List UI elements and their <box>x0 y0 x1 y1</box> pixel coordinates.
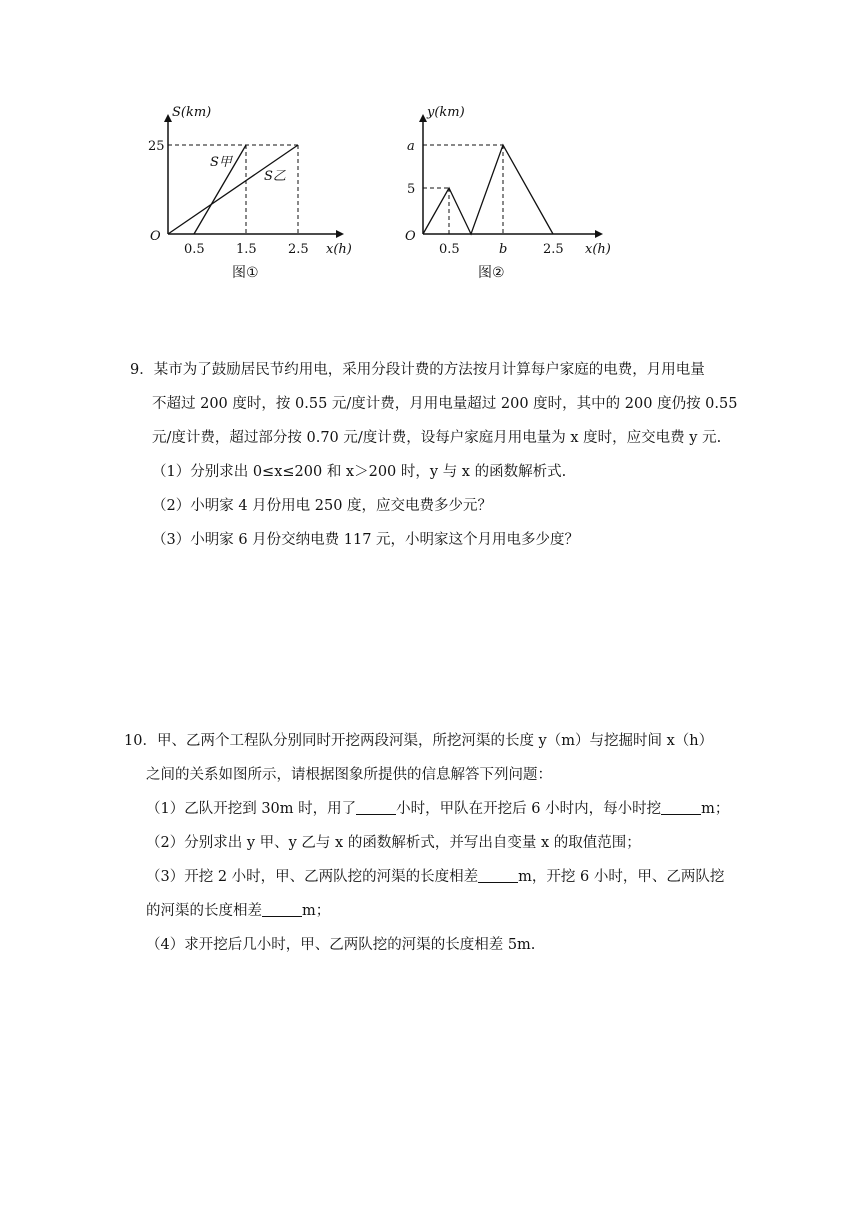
problem-10-question-4: （4）求开挖后几小时，甲、乙两队挖的河渠的长度相差 5m. <box>146 937 536 953</box>
series-label-s-jia: S甲 <box>210 155 232 170</box>
figure-2 <box>395 100 620 260</box>
problem-10-line-1: 10．甲、乙两个工程队分别同时开挖两段河渠，所挖河渠的长度 y（m）与挖掘时间 x（h） <box>124 733 714 749</box>
answer-blank[interactable] <box>661 798 701 815</box>
problem-10-number: 10． <box>124 733 157 749</box>
y-tick-5: 5 <box>407 182 416 197</box>
figure-1 <box>140 100 360 260</box>
problem-10 <box>124 724 754 962</box>
problem-9-question-3: （3）小明家 6 月份交纳电费 117 元，小明家这个月用电多少度？ <box>152 532 580 548</box>
x-tick-0-5: 0.5 <box>184 242 205 257</box>
answer-blank[interactable] <box>478 866 518 883</box>
problem-9-line-2: 不超过 200 度时，按 0.55 元/度计费，月用电量超过 200 度时，其中的 200 度仍按 0.55 <box>152 396 738 412</box>
problem-10-question-1: （1）乙队开挖到 30m 时，用了 小时，甲队在开挖后 6 小时内，每小时挖 m； <box>124 792 754 826</box>
problem-10-question-3: （3）开挖 2 小时，甲、乙两队挖的河渠的长度相差 m，开挖 6 小时，甲、乙两队挖 <box>124 860 754 894</box>
figure-1-caption: 图① <box>232 265 259 281</box>
problem-9-line-3: 元/度计费，超过部分按 0.70 元/度计费，设每户家庭月用电量为 x 度时，应交电费 y 元. <box>152 430 722 446</box>
answer-blank[interactable] <box>356 798 396 815</box>
series-y <box>423 145 553 234</box>
series-s-yi <box>168 145 298 234</box>
x-tick-2-5: 2.5 <box>543 242 564 257</box>
problem-9 <box>130 353 750 557</box>
y-axis-label: y(km) <box>427 105 465 120</box>
problem-9-number: 9． <box>130 362 154 378</box>
y-tick-a: a <box>407 139 415 154</box>
x-axis-label: x(h) <box>585 242 611 257</box>
y-axis-label: S(km) <box>172 105 212 120</box>
problem-9-line-1: 9．某市为了鼓励居民节约用电，采用分段计费的方法按月计算每户家庭的电费，月用电量 <box>130 362 705 378</box>
origin-label: O <box>150 229 161 244</box>
problem-9-question-2: （2）小明家 4 月份用电 250 度，应交电费多少元？ <box>152 498 493 514</box>
problem-10-line-2: 之间的关系如图所示，请根据图象所提供的信息解答下列问题： <box>146 767 552 783</box>
x-axis-label: x(h) <box>326 242 352 257</box>
problem-10-question-2: （2）分别求出 y 甲、y 乙与 x 的函数解析式，并写出自变量 x 的取值范围； <box>146 835 641 851</box>
y-axis-arrow <box>164 114 172 122</box>
x-axis-arrow <box>595 230 603 238</box>
problem-9-question-1: （1）分别求出 0≤x≤200 和 x＞200 时，y 与 x 的函数解析式. <box>152 464 567 480</box>
x-tick-2-5: 2.5 <box>288 242 309 257</box>
figure-2-graph <box>395 100 620 260</box>
problem-10-question-3-cont: 的河渠的长度相差 m； <box>124 894 754 928</box>
x-tick-1-5: 1.5 <box>236 242 257 257</box>
figure-2-caption: 图② <box>478 265 505 281</box>
figure-1-graph <box>140 100 360 260</box>
x-axis-arrow <box>336 230 344 238</box>
x-tick-b: b <box>499 242 508 257</box>
y-axis-arrow <box>419 114 427 122</box>
origin-label: O <box>405 229 416 244</box>
y-tick-25: 25 <box>148 139 165 154</box>
x-tick-0-5: 0.5 <box>439 242 460 257</box>
answer-blank[interactable] <box>262 900 302 917</box>
series-label-s-yi: S乙 <box>264 169 286 184</box>
